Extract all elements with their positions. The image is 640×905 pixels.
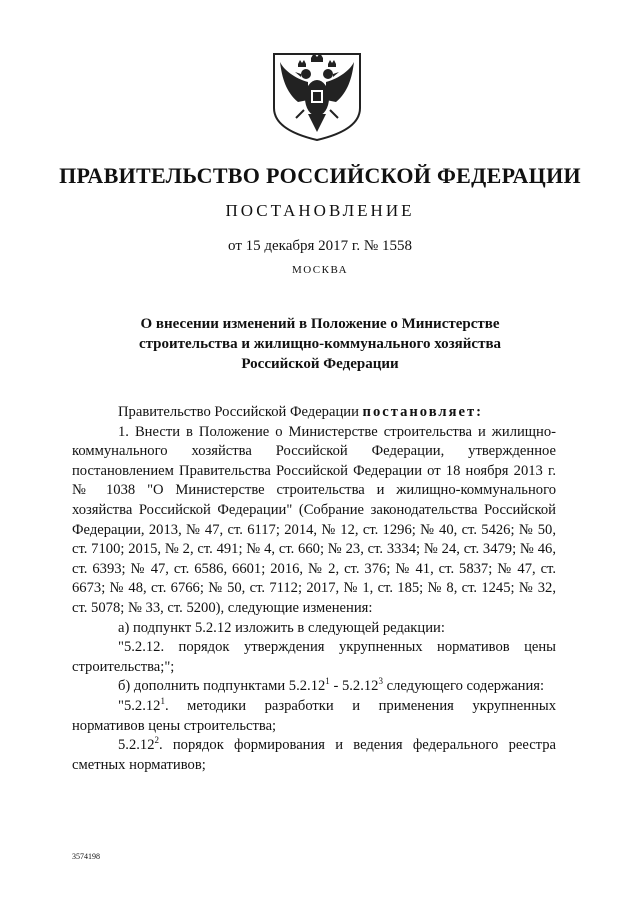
quote-52122-paragraph: [72, 736, 556, 775]
government-title: ПРАВИТЕЛЬСТВО РОССИЙСКОЙ ФЕДЕРАЦИИ: [59, 163, 581, 188]
superscript: 3: [378, 676, 383, 687]
document-code: 3574198: [72, 852, 100, 861]
sub-b-text: б) дополнить подпунктами 5.2.12: [118, 678, 326, 695]
sub-b-text: - 5.2.12: [329, 678, 379, 695]
intro-text: Правительство Российской Федерации: [118, 404, 363, 420]
document-body: [72, 403, 556, 775]
intro-paragraph: [72, 403, 556, 423]
clause-number: 5.2.12: [118, 737, 155, 754]
quote-52121-paragraph: [72, 697, 556, 736]
quote-5212-paragraph: "5.2.12. порядок утверждения укрупненных нормативов цены строительства;";: [72, 639, 556, 675]
clause-text: . порядок формирования и ведения федерального реестра сметных нормативов;: [72, 737, 556, 773]
document-type: ПОСТАНОВЛЕНИЕ: [225, 201, 415, 220]
clause-text: . методики разработки и применения укрупненных нормативов цены строительства;: [72, 697, 556, 734]
title-line: строительства и жилищно-коммунального хозяйства: [138, 336, 502, 352]
clause-number: "5.2.12: [118, 697, 161, 714]
item-1-paragraph: 1. Внести в Положение о Министерстве строительства и жилищно-коммунального хозяйства Российской Федерации, утвержденное постановлением Правительства Российской Федерации от 18 ноября 2013 г. № 1038 "О Министерстве строительства и жилищно-коммунального хозяйства Российской Федерации" (Собрание законодательства Российской Федерации, 2013, № 47, ст. 6117; 2014, № 12, ст. 1296; № 40, ст. 5426; № 50, ст. 7100; 2015, № 2, ст. 491; № 4, ст. 660; № 23, ст. 3334; № 24, ст. 3479; № 46, ст. 6393; № 47, ст. 6586, 6601; 2016, № 2, ст. 376; № 41, ст. 5837; № 47, ст. 6673; № 48, ст. 6766; № 50, ст. 7112; 2017, № 1, ст. 185; № 8, ст. 1245; № 32, ст. 5078; № 33, ст. 5200), следующие изменения:: [72, 423, 556, 616]
document-city: МОСКВА: [291, 264, 349, 276]
title-line: Российской Федерации: [241, 356, 399, 372]
sub-b-paragraph: [72, 677, 556, 697]
title-line: О внесении изменений в Положение о Министерстве: [140, 316, 500, 332]
sub-b-text: следующего содержания:: [382, 678, 545, 695]
intro-decree-word: постановляет:: [362, 404, 483, 420]
superscript: 2: [154, 735, 159, 746]
document-title: [0, 314, 640, 374]
sub-a-paragraph: а) подпункт 5.2.12 изложить в следующей редакции:: [118, 619, 445, 636]
superscript: 1: [325, 676, 330, 687]
document-date-number: от 15 декабря 2017 г. № 1558: [228, 238, 412, 254]
superscript: 1: [160, 696, 165, 707]
state-emblem-icon: [268, 48, 366, 144]
